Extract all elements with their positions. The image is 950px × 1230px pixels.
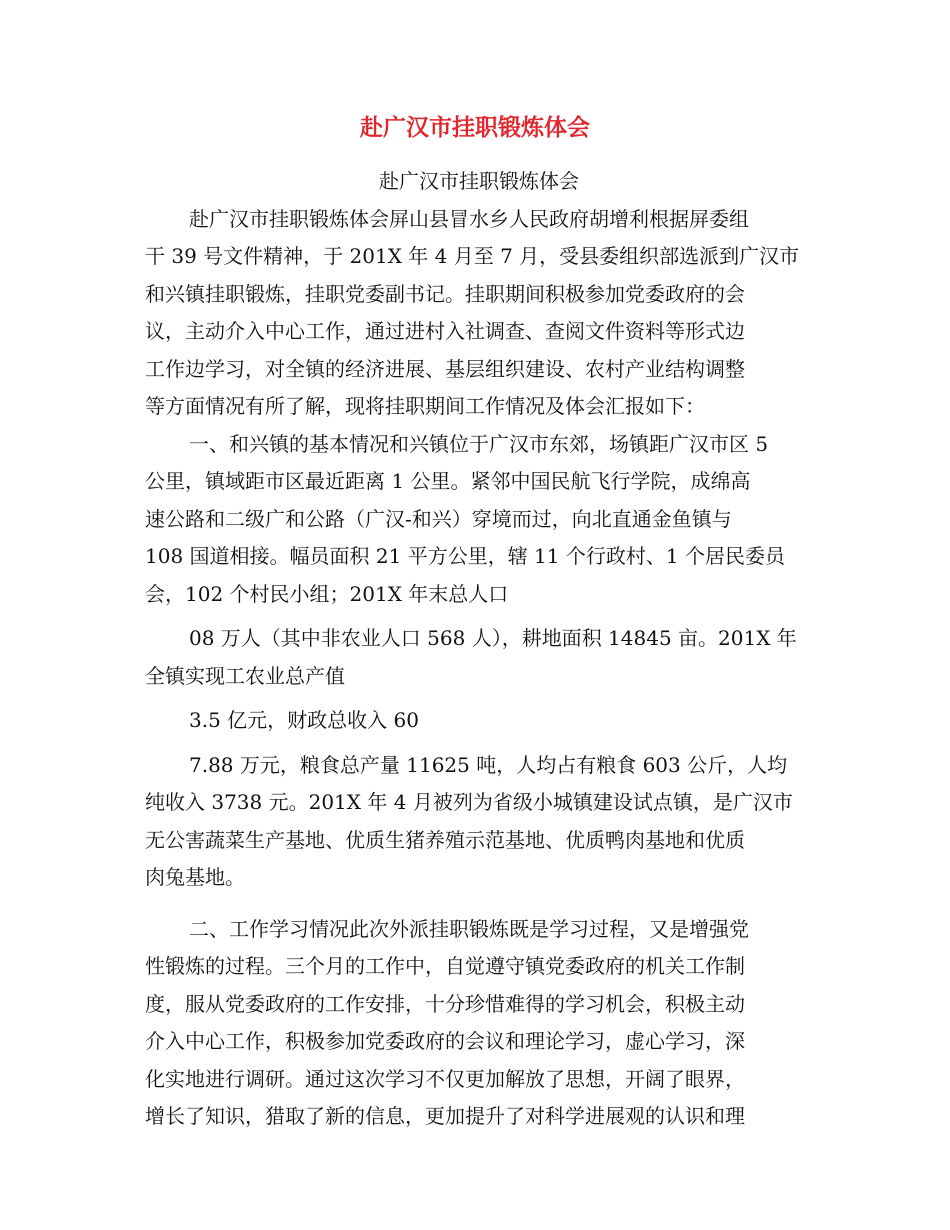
paragraph-revenue	[145, 747, 813, 897]
text-line: 会，102 个村民小组；201X 年末总人口	[145, 581, 509, 606]
text-line: 介入中心工作，积极参加党委政府的会议和理论学习，虚心学习，深	[145, 1029, 745, 1053]
paragraph-section-1	[145, 426, 813, 614]
paragraph-section-2	[145, 911, 813, 1136]
text-line: 赴广汉市挂职锻炼体会屏山县冒水乡人民政府胡增利根据屏委组	[189, 206, 749, 231]
document-title: 赴广汉市挂职锻炼体会	[360, 114, 590, 141]
document-subtitle: 赴广汉市挂职锻炼体会	[379, 169, 579, 193]
text-line: 增长了知识，猎取了新的信息，更加提升了对科学进展观的认识和理	[145, 1104, 745, 1128]
text-line: 108 国道相接。幅员面积 21 平方公里，辖 11 个行政村、1 个居民委员	[145, 544, 785, 568]
paragraph-intro	[145, 201, 813, 426]
text-line: 3.5 亿元，财政总收入 60	[189, 708, 419, 732]
paragraph-population	[145, 620, 813, 695]
text-line: 工作边学习，对全镇的经济进展、基层组织建设、农村产业结构调整	[145, 356, 745, 381]
text-line: 化实地进行调研。通过这次学习不仅更加解放了思想，开阔了眼界，	[145, 1066, 745, 1091]
text-line: 议，主动介入中心工作，通过进村入社调查、查阅文件资料等形式边	[145, 319, 745, 343]
text-line: 二、工作学习情况此次外派挂职锻炼既是学习过程，又是增强党	[189, 916, 749, 941]
document-body	[145, 163, 813, 1136]
text-line: 性锻炼的过程。三个月的工作中，自觉遵守镇党委政府的机关工作制	[145, 954, 745, 978]
paragraph-output	[145, 702, 813, 740]
text-line: 干 39 号文件精神，于 201X 年 4 月至 7 月，受县委组织部选派到广汉市	[145, 244, 800, 268]
text-line: 肉兔基地。	[145, 865, 245, 889]
text-line: 7.88 万元，粮食总产量 11625 吨，人均占有粮食 603 公斤，人均	[189, 752, 788, 777]
text-line: 无公害蔬菜生产基地、优质生猪养殖示范基地、优质鸭肉基地和优质	[145, 827, 745, 852]
text-line: 度，服从党委政府的工作安排，十分珍惜难得的学习机会，积极主动	[145, 991, 745, 1016]
text-line: 08 万人（其中非农业人口 568 人），耕地面积 14845 亩。201X 年	[189, 626, 797, 650]
text-line: 一、和兴镇的基本情况和兴镇位于广汉市东郊，场镇距广汉市区 5	[189, 431, 769, 456]
text-line: 和兴镇挂职锻炼，挂职党委副书记。挂职期间积极参加党委政府的会	[145, 281, 745, 306]
text-line: 纯收入 3738 元。201X 年 4 月被列为省级小城镇建设试点镇，是广汉市	[145, 790, 793, 814]
text-line: 全镇实现工农业总产值	[145, 663, 345, 688]
text-line: 等方面情况有所了解，现将挂职期间工作情况及体会汇报如下：	[145, 394, 705, 418]
text-line: 公里，镇域距市区最近距离 1 公里。紧邻中国民航飞行学院，成绵高	[145, 469, 751, 493]
text-line: 速公路和二级广和公路（广汉-和兴）穿境而过，向北直通金鱼镇与	[145, 506, 732, 531]
